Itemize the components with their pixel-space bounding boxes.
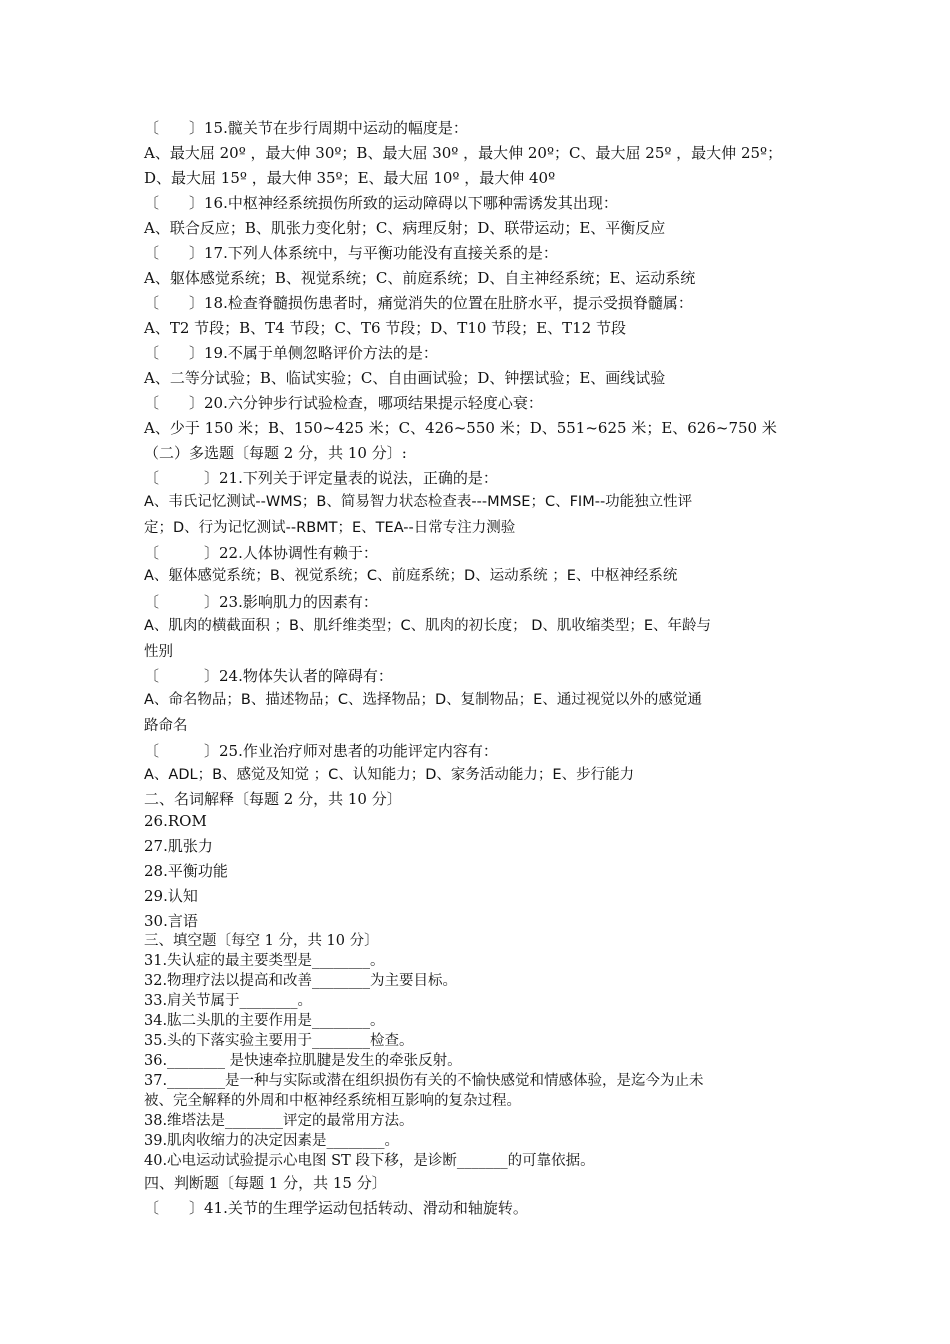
question-27: 27.肌张力 [144,837,213,855]
question-23-options-line1: A、肌肉的横截面积 ；B、肌纤维类型；C、肌肉的初长度； D、肌收缩类型；E、年龄与 [144,618,712,634]
question-21: 〔 〕21.下列关于评定量表的说法，正确的是： [144,469,498,487]
question-31: 31.失认症的最主要类型是________。 [144,953,385,969]
question-28: 28.平衡功能 [144,862,228,880]
question-38: 38.维塔法是________评定的最常用方法。 [144,1113,414,1129]
question-16-options: A、联合反应；B、肌张力变化射；C、病理反射；D、联带运动；E、平衡反应 [144,219,666,237]
question-36: 36.________ 是快速牵拉肌腱是发生的牵张反射。 [144,1053,462,1069]
question-25: 〔 〕25.作业治疗师对患者的功能评定内容有： [144,742,498,760]
question-22-options: A、躯体感觉系统；B、视觉系统；C、前庭系统；D、运动系统 ；E、中枢神经系统 [144,568,678,584]
question-18-options: A、T2 节段；B、T4 节段；C、T6 节段；D、T10 节段；E、T12 节段 [144,319,626,337]
question-25-options: A、ADL；B、感觉及知觉 ；C、认知能力；D、家务活动能力；E、步行能力 [144,767,635,783]
question-41: 〔 〕41.关节的生理学运动包括转动、滑动和轴旋转。 [144,1199,528,1217]
question-26: 26.ROM [144,812,207,830]
question-30: 30.言语 [144,912,198,930]
question-20: 〔 〕20.六分钟步行试验检查，哪项结果提示轻度心衰： [144,394,543,412]
question-29: 29.认知 [144,887,198,905]
question-32: 32.物理疗法以提高和改善________为主要目标。 [144,973,458,989]
question-17-options: A、躯体感觉系统；B、视觉系统；C、前庭系统；D、自主神经系统；E、运动系统 [144,269,696,287]
question-16: 〔 〕16.中枢神经系统损伤所致的运动障碍以下哪种需诱发其出现： [144,194,618,212]
question-15-options-line2: D、最大屈 15º ，最大伸 35º；E、最大屈 10º ，最大伸 40º [144,169,556,187]
question-37-line2: 被、完全解释的外周和中枢神经系统相互影响的复杂过程。 [144,1093,521,1109]
question-21-options-line1: A、韦氏记忆测试--WMS；B、简易智力状态检查表---MMSE；C、FIM--功能独立性评 [144,494,693,510]
question-15: 〔 〕15.髋关节在步行周期中运动的幅度是： [144,119,468,137]
question-39: 39.肌肉收缩力的决定因素是________。 [144,1133,400,1149]
question-24-options-line1: A、命名物品；B、描述物品；C、选择物品；D、复制物品；E、通过视觉以外的感觉通 [144,692,702,708]
question-23: 〔 〕23.影响肌力的因素有： [144,593,378,611]
section-multiple-choice-heading: （二）多选题〔每题 2 分，共 10 分〕: [144,444,407,462]
question-34: 34.肱二头肌的主要作用是________。 [144,1013,385,1029]
question-19: 〔 〕19.不属于单侧忽略评价方法的是： [144,344,438,362]
question-22: 〔 〕22.人体协调性有赖于： [144,544,378,562]
question-37-line1: 37.________是一种与实际或潜在组织损伤有关的不愉快感觉和情感体验，是迄今为止未 [144,1073,704,1089]
question-35: 35.头的下落实验主要用于________检查。 [144,1033,414,1049]
question-21-options-line2: 定；D、行为记忆测试--RBMT；E、TEA--日常专注力测验 [144,520,516,536]
section-fill-blank-heading: 三、填空题〔每空 1 分，共 10 分〕 [144,933,379,949]
question-24-options-line2: 路命名 [144,718,188,734]
question-15-options-line1: A、最大屈 20º ，最大伸 30º；B、最大屈 30º ，最大伸 20º；C、最大屈 25º ，最大伸 25º； [144,144,783,162]
question-24: 〔 〕24.物体失认者的障碍有： [144,667,393,685]
question-20-options: A、少于 150 米；B、150~425 米；C、426~550 米；D、551~625 米；E、626~750 米 [144,419,777,437]
question-23-options-line2: 性别 [144,644,173,660]
section-term-definition-heading: 二、名词解释〔每题 2 分，共 10 分〕 [144,790,402,808]
section-true-false-heading: 四、判断题〔每题 1 分，共 15 分〕 [144,1174,387,1192]
question-18: 〔 〕18.检查脊髓损伤患者时，痛觉消失的位置在肚脐水平，提示受损脊髓属： [144,294,693,312]
question-40: 40.心电运动试验提示心电图 ST 段下移，是诊断_______的可靠依据。 [144,1153,595,1169]
question-33: 33.肩关节属于________。 [144,993,313,1009]
question-19-options: A、二等分试验；B、临试实验；C、自由画试验；D、钟摆试验；E、画线试验 [144,369,666,387]
question-17: 〔 〕17.下列人体系统中，与平衡功能没有直接关系的是： [144,244,558,262]
